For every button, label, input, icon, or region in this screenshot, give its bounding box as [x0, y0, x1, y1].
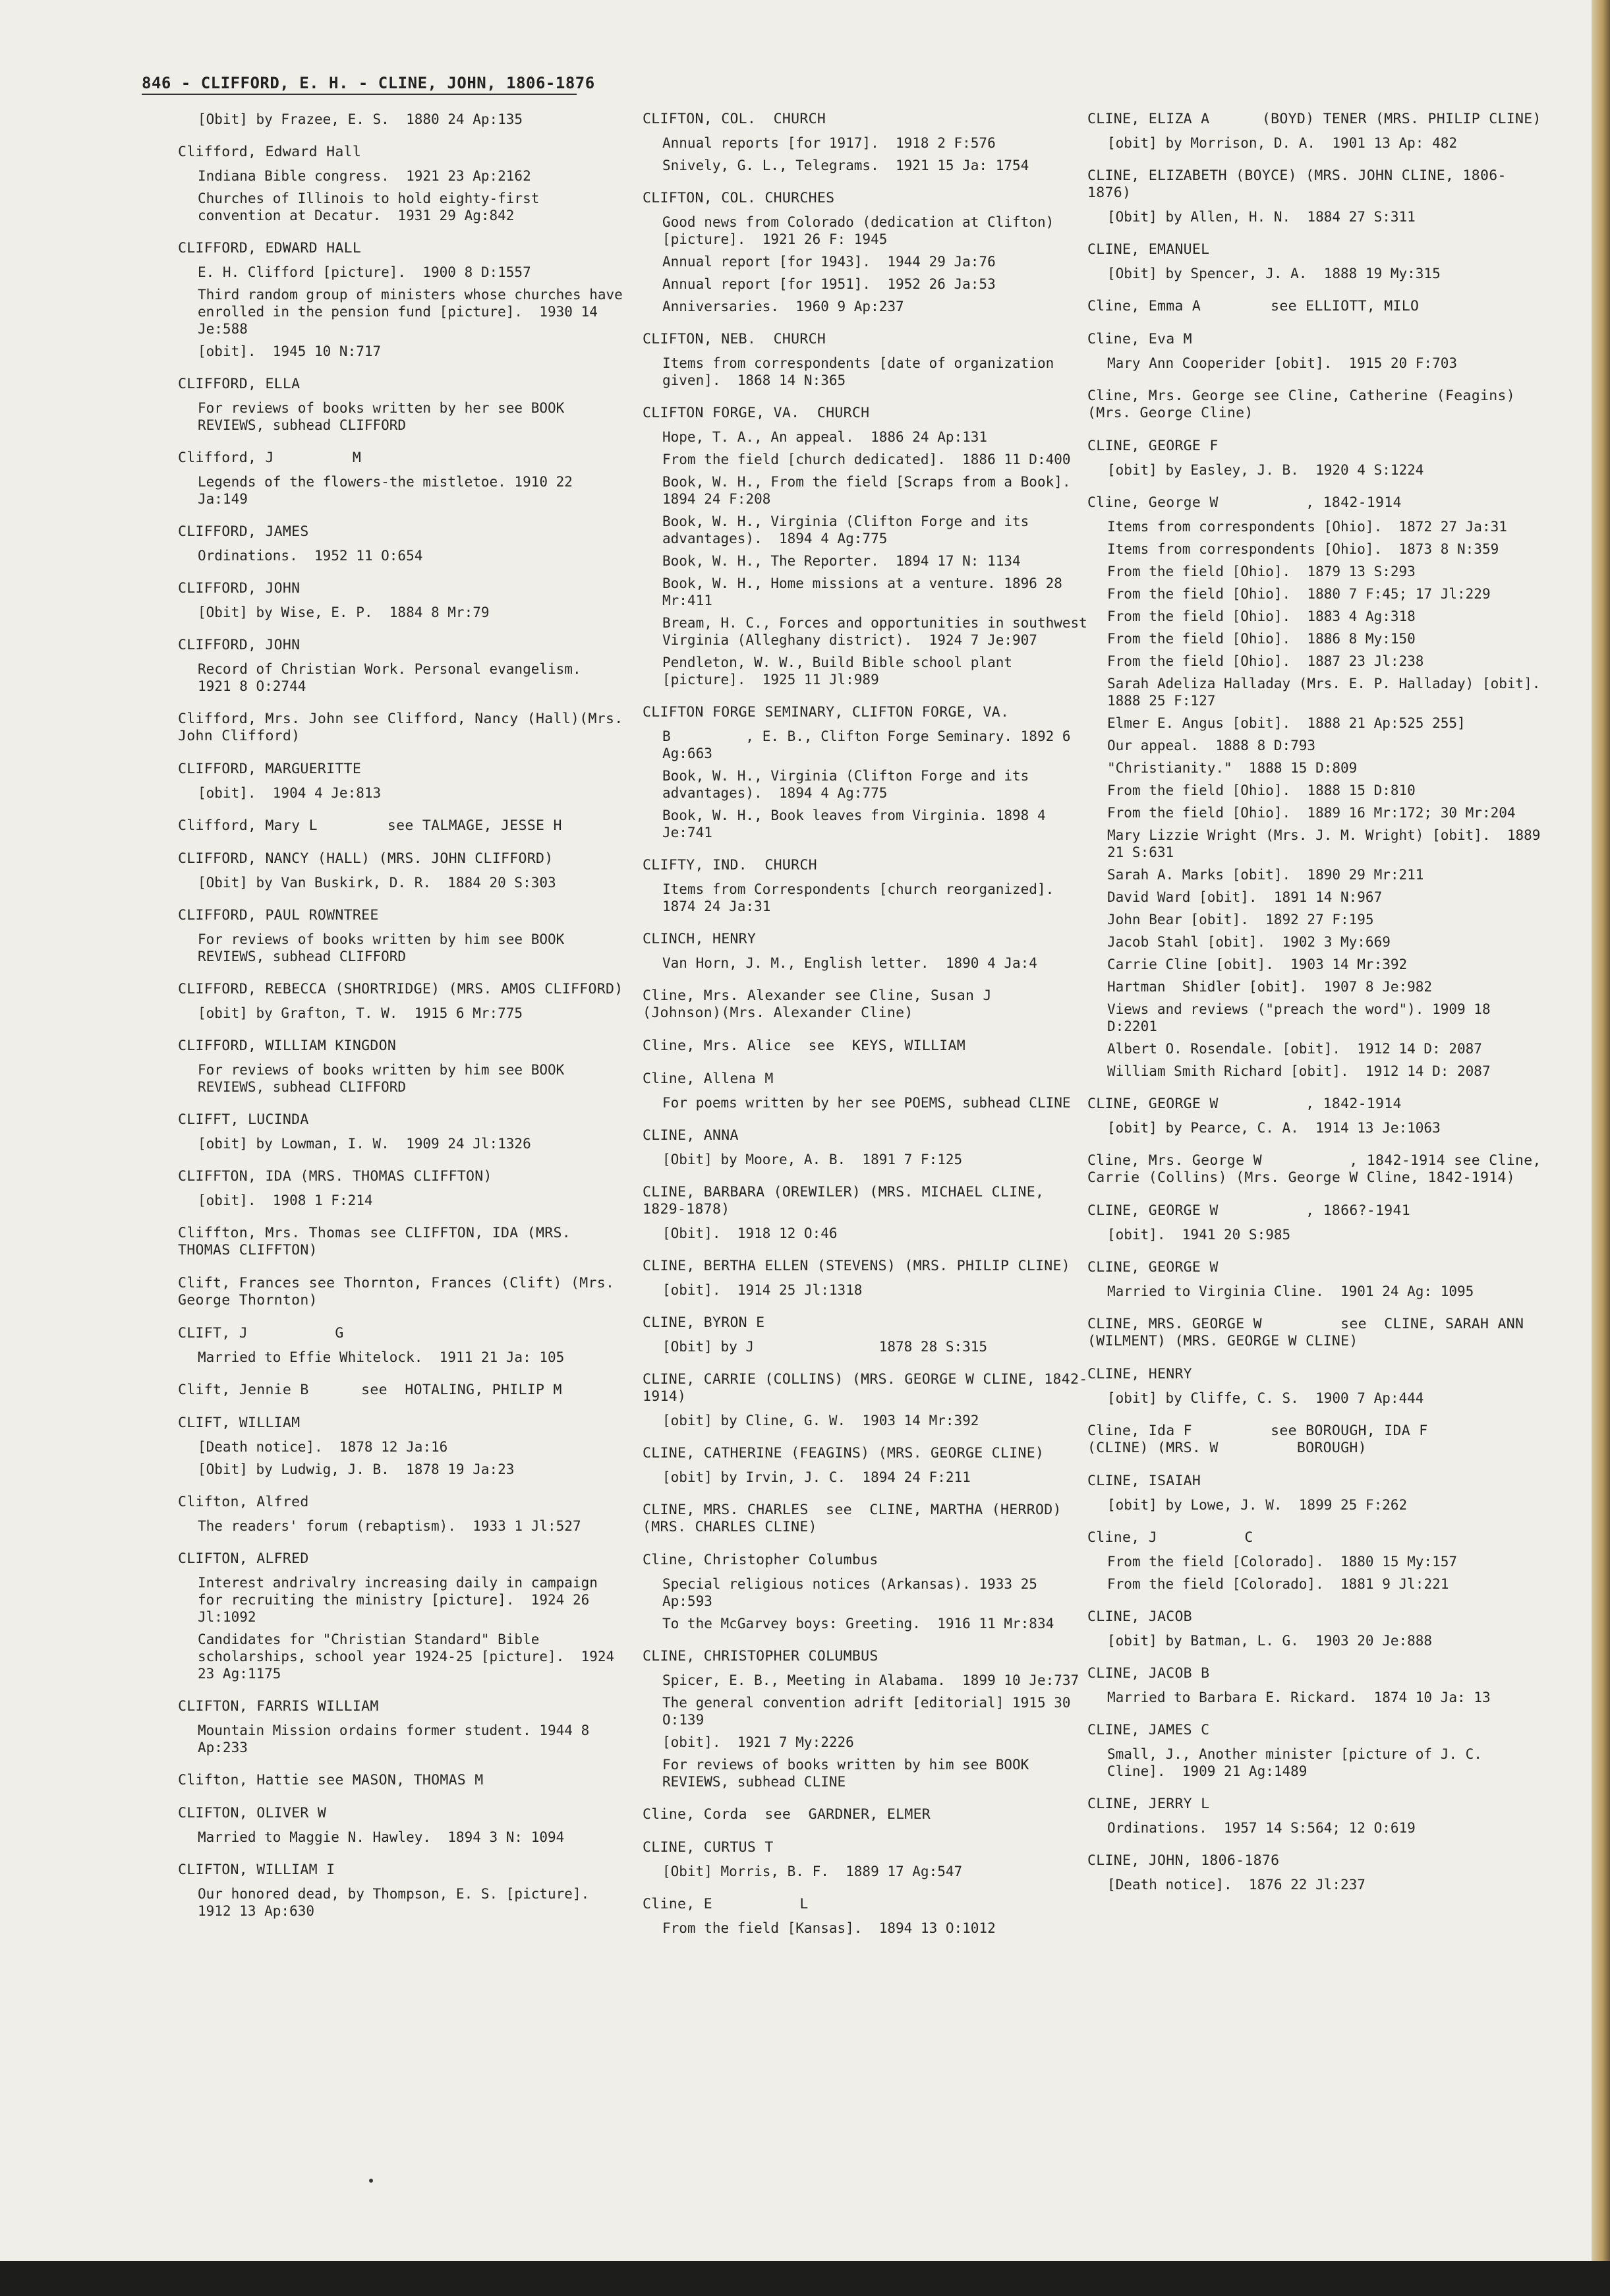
index-entry: [643, 1314, 1091, 1355]
entry-heading: CLIFFORD, JAMES: [178, 523, 309, 540]
index-entry: [178, 817, 626, 835]
index-entry: [178, 907, 626, 965]
index-entry: [178, 1325, 626, 1366]
entry-citation: [obit] by Lowe, J. W. 1899 25 F:262: [1107, 1497, 1408, 1513]
entry-heading: Clifton, Alfred: [178, 1494, 309, 1510]
entry-citation: Married to Virginia Cline. 1901 24 Ag: 1095: [1107, 1283, 1474, 1299]
entry-heading: Clifford, J M: [178, 450, 362, 466]
header-underline: [142, 94, 577, 95]
entry-heading: Clift, Frances see Thornton, Frances (Clift) (Mrs. George Thornton): [178, 1275, 623, 1309]
entry-heading: Cline, Mrs. Alexander see Cline, Susan J (Johnson)(Mrs. Alexander Cline): [643, 987, 1079, 1021]
entry-heading: CLIFTON, ALFRED: [178, 1550, 309, 1567]
index-entry: [643, 190, 1091, 315]
entry-heading: Cline, Eva M: [1087, 331, 1192, 347]
entry-citation: Hope, T. A., An appeal. 1886 24 Ap:131: [662, 429, 988, 445]
index-entry: [1087, 241, 1549, 282]
entry-citation: Our appeal. 1888 8 D:793: [1107, 738, 1316, 753]
entry-citation: For reviews of books written by her see BOOK REVIEWS, subhead CLIFFORD: [198, 400, 573, 433]
index-entry: [1087, 1665, 1549, 1706]
index-entry: [178, 1038, 626, 1096]
index-entry: [1087, 1529, 1549, 1593]
index-entry: [1087, 1722, 1549, 1780]
entry-heading: CLINE, EMANUEL: [1087, 241, 1210, 258]
index-entry: [643, 987, 1091, 1022]
entry-citation: [Obit] by Allen, H. N. 1884 27 S:311: [1107, 209, 1416, 225]
entry-citation: From the field [Kansas]. 1894 13 O:1012: [662, 1920, 996, 1936]
entry-citation: Pendleton, W. W., Build Bible school plant [picture]. 1925 11 Jl:989: [662, 655, 1021, 688]
entry-citation: [Obit] Morris, B. F. 1889 17 Ag:547: [662, 1864, 963, 1879]
entry-citation: [obit]. 1904 4 Je:813: [198, 785, 382, 801]
index-entry: [178, 1111, 626, 1152]
entry-heading: CLINE, HENRY: [1087, 1366, 1192, 1382]
entry-heading: Cline, Mrs. George see Cline, Catherine (Feagins)(Mrs. George Cline): [1087, 388, 1515, 421]
index-entry: [643, 1552, 1091, 1632]
index-entry: [643, 1896, 1091, 1937]
entry-heading: CLIFTY, IND. CHURCH: [643, 857, 817, 873]
entry-citation: Book, W. H., Book leaves from Virginia. 1898 4 Je:741: [662, 808, 1054, 840]
index-entry: [643, 1445, 1091, 1486]
entry-citation: Albert O. Rosendale. [obit]. 1912 14 D: 2087: [1107, 1041, 1482, 1057]
entry-citation: Items from Correspondents [church reorganized]. 1874 24 Ja:31: [662, 881, 1071, 914]
entry-citation: [obit] by Irvin, J. C. 1894 24 F:211: [662, 1469, 971, 1485]
entry-citation: [obit] by Cline, G. W. 1903 14 Mr:392: [662, 1413, 979, 1428]
entry-citation: B , E. B., Clifton Forge Seminary. 1892 6 Ag:663: [662, 728, 1079, 761]
entry-heading: Cliffton, Mrs. Thomas see CLIFFTON, IDA (MRS. THOMAS CLIFFTON): [178, 1225, 580, 1258]
entry-citation: David Ward [obit]. 1891 14 N:967: [1107, 889, 1383, 905]
entry-heading: Clifford, Mary L see TALMAGE, JESSE H: [178, 817, 562, 834]
index-entry: [178, 376, 626, 434]
index-entry: [1087, 298, 1549, 315]
entry-citation: Indiana Bible congress. 1921 23 Ap:2162: [198, 168, 531, 184]
entry-citation: [obit] by Easley, J. B. 1920 4 S:1224: [1107, 462, 1424, 478]
entry-heading: Cline, Corda see GARDNER, ELMER: [643, 1806, 931, 1823]
index-entry: [178, 1494, 626, 1535]
scan-background: [0, 2261, 1610, 2296]
index-entry: [1087, 1366, 1549, 1407]
index-entry: [178, 1382, 626, 1399]
entry-heading: CLINE, BYRON E: [643, 1314, 765, 1331]
entry-heading: Cline, J C: [1087, 1529, 1253, 1546]
entry-heading: CLINE, ANNA: [643, 1127, 739, 1144]
entry-heading: CLINE, GEORGE W , 1866?-1941: [1087, 1202, 1411, 1219]
index-entry: [643, 704, 1091, 841]
entry-citation: William Smith Richard [obit]. 1912 14 D: 2087: [1107, 1063, 1491, 1079]
entry-citation: For reviews of books written by him see BOOK REVIEWS, subhead CLIFFORD: [198, 931, 573, 964]
entry-citation: Mary Lizzie Wright (Mrs. J. M. Wright) [obit]. 1889 21 S:631: [1107, 827, 1549, 860]
entry-citation: [obit] by Grafton, T. W. 1915 6 Mr:775: [198, 1005, 523, 1021]
entry-citation: Married to Maggie N. Hawley. 1894 3 N: 1094: [198, 1829, 565, 1845]
entry-citation: [obit]. 1921 7 My:2226: [662, 1734, 854, 1750]
index-entry: [643, 331, 1091, 389]
entry-heading: Cline, Mrs. Alice see KEYS, WILLIAM: [643, 1038, 966, 1054]
entry-citation: [obit] by Batman, L. G. 1903 20 Je:888: [1107, 1633, 1433, 1649]
index-column-1: [178, 111, 632, 1935]
index-entry: [643, 1127, 1091, 1168]
entry-citation: Anniversaries. 1960 9 Ap:237: [662, 299, 904, 314]
entry-citation: From the field [Ohio]. 1886 8 My:150: [1107, 631, 1416, 647]
entry-heading: Clifford, Mrs. John see Clifford, Nancy (Hall)(Mrs. John Clifford): [178, 711, 632, 744]
entry-heading: Cline, Ida F see BOROUGH, IDA F (CLINE) (MRS. W BOROUGH): [1087, 1423, 1515, 1456]
entry-heading: CLIFT, WILLIAM: [178, 1415, 301, 1431]
entry-citation: Jacob Stahl [obit]. 1902 3 My:669: [1107, 934, 1391, 950]
index-entry: [178, 981, 626, 1022]
index-entry: [1087, 1852, 1549, 1893]
entry-citation: Ordinations. 1952 11 O:654: [198, 548, 423, 564]
entry-citation: Ordinations. 1957 14 S:564; 12 O:619: [1107, 1820, 1416, 1836]
entry-citation: [obit] by Pearce, C. A. 1914 13 Je:1063: [1107, 1120, 1441, 1136]
entry-heading: CLIFT, J G: [178, 1325, 344, 1341]
entry-citation: [obit] by Lowman, I. W. 1909 24 Jl:1326: [198, 1136, 531, 1152]
index-entry: [1087, 1202, 1549, 1243]
index-entry: [1087, 111, 1549, 152]
index-entry: [643, 405, 1096, 688]
entry-heading: CLINE, ELIZABETH (BOYCE) (MRS. JOHN CLINE, 1806-1876): [1087, 167, 1507, 201]
index-entry: [178, 1698, 626, 1756]
entry-heading: CLIFTON, WILLIAM I: [178, 1862, 335, 1878]
entry-heading: CLINE, GEORGE F: [1087, 438, 1219, 454]
entry-heading: CLINE, MRS. GEORGE W see CLINE, SARAH ANN (WILMENT) (MRS. GEORGE W CLINE): [1087, 1316, 1533, 1349]
entry-heading: CLINE, MRS. CHARLES see CLINE, MARTHA (HERROD) (MRS. CHARLES CLINE): [643, 1502, 1070, 1535]
entry-citation: Interest andrivalry increasing daily in campaign for recruiting the ministry [picture]. 1924 26 Jl:1092: [198, 1575, 606, 1625]
index-entry: [643, 1038, 1091, 1055]
entry-heading: Cline, E L: [643, 1896, 809, 1912]
entry-heading: Cline, Mrs. George W , 1842-1914 see Cline, Carrie (Collins) (Mrs. George W Cline, 1842-1914): [1087, 1152, 1550, 1186]
index-entry: [1087, 438, 1549, 479]
entry-citation: Snively, G. L., Telegrams. 1921 15 Ja: 1754: [662, 158, 1029, 173]
page-header: 846 - CLIFFORD, E. H. - CLINE, JOHN, 1806-1876: [142, 74, 595, 92]
index-entry: [643, 1371, 1091, 1429]
index-entry: [178, 450, 626, 508]
entry-citation: Items from correspondents [Ohio]. 1873 8 N:359: [1107, 541, 1499, 557]
entry-heading: CLIFFORD, WILLIAM KINGDON: [178, 1038, 397, 1054]
entry-citation: Special religious notices (Arkansas). 1933 25 Ap:593: [662, 1576, 1046, 1609]
entry-heading: Cline, Allena M: [643, 1071, 774, 1087]
entry-citation: Hartman Shidler [obit]. 1907 8 Je:982: [1107, 979, 1433, 995]
page-edge: [1592, 0, 1610, 2296]
entry-heading: Cline, Emma A see ELLIOTT, MILO: [1087, 298, 1420, 314]
index-entry: [1087, 388, 1549, 422]
entry-citation: From the field [Ohio]. 1887 23 Jl:238: [1107, 653, 1424, 669]
entry-citation: [Obit] by Frazee, E. S. 1880 24 Ap:135: [198, 111, 523, 127]
entry-heading: CLINE, BARBARA (OREWILER) (MRS. MICHAEL CLINE, 1829-1878): [643, 1184, 1053, 1218]
entry-citation: Book, W. H., Home missions at a venture. 1896 28 Mr:411: [662, 575, 1071, 608]
entry-heading: CLIFFORD, REBECCA (SHORTRIDGE) (MRS. AMOS CLIFFORD): [178, 981, 623, 997]
entry-citation: Bream, H. C., Forces and opportunities in southwest Virginia (Alleghany district). 1924 7 Je:907: [662, 615, 1096, 648]
entry-citation: [obit]. 1908 1 F:214: [198, 1192, 373, 1208]
entry-citation: [obit] by Cliffe, C. S. 1900 7 Ap:444: [1107, 1390, 1424, 1406]
entry-heading: Clifton, Hattie see MASON, THOMAS M: [178, 1772, 484, 1788]
entry-citation: From the field [Colorado]. 1881 9 Jl:221: [1107, 1576, 1449, 1592]
index-entry: [178, 1275, 626, 1309]
entry-citation: Sarah A. Marks [obit]. 1890 29 Mr:211: [1107, 867, 1424, 883]
entry-citation: John Bear [obit]. 1892 27 F:195: [1107, 912, 1374, 927]
entry-citation: Book, W. H., Virginia (Clifton Forge and its advantages). 1894 4 Ag:775: [662, 768, 1037, 801]
entry-citation: Small, J., Another minister [picture of J. C. Cline]. 1909 21 Ag:1489: [1107, 1746, 1491, 1779]
entry-citation: Married to Effie Whitelock. 1911 21 Ja: 105: [198, 1349, 565, 1365]
entry-citation: From the field [Colorado]. 1880 15 My:157: [1107, 1554, 1458, 1570]
entry-citation: Carrie Cline [obit]. 1903 14 Mr:392: [1107, 957, 1408, 972]
entry-heading: CLIFFORD, JOHN: [178, 637, 301, 653]
entry-citation: [Obit] by Ludwig, J. B. 1878 19 Ja:23: [198, 1461, 515, 1477]
entry-citation: [obit]. 1941 20 S:985: [1107, 1227, 1291, 1243]
index-entry: [178, 111, 626, 128]
entry-heading: CLINE, JERRY L: [1087, 1796, 1210, 1812]
entry-citation: Book, W. H., From the field [Scraps from a Book]. 1894 24 F:208: [662, 474, 1087, 507]
index-entry: [178, 1168, 626, 1209]
entry-citation: [Obit] by Van Buskirk, D. R. 1884 20 S:303: [198, 875, 556, 891]
entry-heading: CLINE, ISAIAH: [1087, 1473, 1201, 1489]
index-entry: [178, 1805, 626, 1846]
entry-heading: CLIFTON, OLIVER W: [178, 1805, 327, 1821]
index-column-2: [643, 111, 1096, 1953]
entry-citation: Sarah Adeliza Halladay (Mrs. E. P. Halladay) [obit]. 1888 25 F:127: [1107, 676, 1557, 709]
index-entry: [643, 1648, 1091, 1790]
entry-heading: CLINE, JACOB: [1087, 1608, 1192, 1625]
entry-citation: From the field [Ohio]. 1880 7 F:45; 17 Jl:229: [1107, 586, 1491, 602]
entry-heading: CLIFFORD, EDWARD HALL: [178, 240, 362, 256]
index-entry: [643, 1806, 1091, 1823]
entry-citation: "Christianity." 1888 15 D:809: [1107, 760, 1358, 776]
entry-citation: Married to Barbara E. Rickard. 1874 10 Ja: 13: [1107, 1690, 1491, 1705]
entry-citation: [Obit]. 1918 12 O:46: [662, 1225, 838, 1241]
index-entry: [1087, 1473, 1549, 1514]
entry-citation: For poems written by her see POEMS, subhead CLINE: [662, 1095, 1071, 1111]
entry-citation: For reviews of books written by him see BOOK REVIEWS, subhead CLINE: [662, 1757, 1037, 1790]
entry-citation: From the field [church dedicated]. 1886 11 D:400: [662, 452, 1071, 467]
entry-citation: From the field [Ohio]. 1888 15 D:810: [1107, 782, 1416, 798]
index-entry: [178, 144, 626, 224]
index-column-3: [1087, 111, 1557, 1909]
entry-heading: CLINE, CATHERINE (FEAGINS) (MRS. GEORGE CLINE): [643, 1445, 1045, 1461]
index-entry: [1087, 1152, 1549, 1187]
index-entry: [643, 1258, 1091, 1299]
entry-heading: CLIFFORD, PAUL ROWNTREE: [178, 907, 379, 924]
index-entry: [643, 1184, 1091, 1242]
index-entry: [178, 1772, 626, 1789]
entry-heading: CLINE, JACOB B: [1087, 1665, 1210, 1682]
entry-citation: From the field [Ohio]. 1889 16 Mr:172; 30 Mr:204: [1107, 805, 1516, 821]
index-entry: [1087, 1423, 1549, 1457]
index-entry: [178, 240, 631, 360]
entry-citation: Spicer, E. B., Meeting in Alabama. 1899 10 Je:737: [662, 1672, 1079, 1688]
entry-heading: CLINE, ELIZA A (BOYD) TENER (MRS. PHILIP CLINE): [1087, 111, 1541, 127]
index-entry: [178, 1225, 626, 1259]
entry-heading: CLINE, CARRIE (COLLINS) (MRS. GEORGE W CLINE, 1842-1914): [643, 1371, 1088, 1405]
entry-heading: CLIFFT, LUCINDA: [178, 1111, 309, 1128]
entry-heading: CLINE, BERTHA ELLEN (STEVENS) (MRS. PHILIP CLINE): [643, 1258, 1070, 1274]
entry-heading: CLIFFORD, ELLA: [178, 376, 301, 392]
index-entry: [1087, 167, 1549, 225]
entry-citation: Record of Christian Work. Personal evangelism. 1921 8 O:2744: [198, 661, 598, 694]
index-entry: [1087, 1796, 1549, 1837]
entry-citation: From the field [Ohio]. 1879 13 S:293: [1107, 564, 1416, 579]
entry-citation: The readers' forum (rebaptism). 1933 1 Jl:527: [198, 1518, 581, 1534]
index-entry: [1087, 494, 1557, 1080]
entry-heading: CLIFTON FORGE SEMINARY, CLIFTON FORGE, VA.: [643, 704, 1010, 721]
index-entry: [1087, 1316, 1549, 1350]
entry-heading: CLIFFORD, JOHN: [178, 580, 301, 597]
index-entry: [178, 637, 626, 695]
entry-citation: Items from correspondents [Ohio]. 1872 27 Ja:31: [1107, 519, 1507, 535]
ink-speck: [369, 2179, 373, 2183]
index-entry: [178, 1415, 626, 1478]
entry-citation: [obit]. 1945 10 N:717: [198, 343, 382, 359]
entry-heading: CLINE, CURTUS T: [643, 1839, 774, 1856]
entry-citation: Our honored dead, by Thompson, E. S. [picture]. 1912 13 Ap:630: [198, 1886, 606, 1919]
entry-citation: Van Horn, J. M., English letter. 1890 4 Ja:4: [662, 955, 1037, 971]
index-entry: [1087, 1259, 1549, 1300]
index-entry: [178, 1550, 626, 1682]
entry-citation: Elmer E. Angus [obit]. 1888 21 Ap:525 255]: [1107, 715, 1466, 731]
index-entry: [178, 1862, 626, 1920]
entry-heading: Clift, Jennie B see HOTALING, PHILIP M: [178, 1382, 562, 1398]
entry-citation: [Death notice]. 1876 22 Jl:237: [1107, 1877, 1366, 1893]
index-entry: [643, 1502, 1091, 1536]
entry-citation: Good news from Colorado (dedication at Clifton) [picture]. 1921 26 F: 1945: [662, 214, 1062, 247]
entry-citation: [obit]. 1914 25 Jl:1318: [662, 1282, 863, 1298]
index-entry: [643, 857, 1091, 915]
index-entry: [643, 111, 1091, 174]
entry-citation: Book, W. H., Virginia (Clifton Forge and its advantages). 1894 4 Ag:775: [662, 514, 1037, 546]
entry-heading: CLIFTON, COL. CHURCHES: [643, 190, 835, 206]
entry-citation: Book, W. H., The Reporter. 1894 17 N: 1134: [662, 553, 1021, 569]
entry-citation: Legends of the flowers-the mistletoe. 1910 22 Ja:149: [198, 474, 581, 507]
index-entry: [1087, 1608, 1549, 1649]
entry-citation: Mountain Mission ordains former student. 1944 8 Ap:233: [198, 1722, 598, 1755]
index-entry: [643, 1839, 1091, 1880]
entry-citation: Third random group of ministers whose churches have enrolled in the pension fund [picture]. 1930 14 Je:588: [198, 287, 631, 337]
entry-heading: CLIFTON, COL. CHURCH: [643, 111, 826, 127]
entry-citation: Churches of Illinois to hold eighty-first convention at Decatur. 1931 29 Ag:842: [198, 191, 548, 223]
entry-heading: Cline, George W , 1842-1914: [1087, 494, 1402, 511]
index-entry: [178, 850, 626, 891]
entry-heading: Clifford, Edward Hall: [178, 144, 362, 160]
entry-citation: For reviews of books written by him see BOOK REVIEWS, subhead CLIFFORD: [198, 1062, 573, 1095]
entry-citation: Annual report [for 1943]. 1944 29 Ja:76: [662, 254, 996, 270]
entry-citation: To the McGarvey boys: Greeting. 1916 11 Mr:834: [662, 1616, 1054, 1632]
index-entry: [178, 711, 632, 745]
entry-citation: Candidates for "Christian Standard" Bible scholarships, school year 1924-25 [picture]. 1924 23 Ag:1175: [198, 1632, 623, 1682]
entry-heading: CLINE, JOHN, 1806-1876: [1087, 1852, 1280, 1869]
entry-heading: CLIFFTON, IDA (MRS. THOMAS CLIFFTON): [178, 1168, 492, 1185]
entry-citation: The general convention adrift [editorial] 1915 30 O:139: [662, 1695, 1079, 1728]
index-entry: [178, 761, 626, 802]
entry-citation: [Obit] by J 1878 28 S:315: [662, 1339, 988, 1355]
entry-citation: E. H. Clifford [picture]. 1900 8 D:1557: [198, 264, 531, 280]
entry-heading: CLIFTON, FARRIS WILLIAM: [178, 1698, 379, 1715]
index-entry: [178, 580, 626, 621]
index-entry: [643, 1071, 1091, 1111]
entry-citation: [Obit] by Spencer, J. A. 1888 19 My:315: [1107, 266, 1441, 281]
index-entry: [1087, 1096, 1549, 1136]
entry-heading: CLINE, CHRISTOPHER COLUMBUS: [643, 1648, 878, 1664]
entry-citation: Items from correspondents [date of organization given]. 1868 14 N:365: [662, 355, 1062, 388]
entry-heading: CLINCH, HENRY: [643, 931, 757, 947]
entry-citation: From the field [Ohio]. 1883 4 Ag:318: [1107, 608, 1416, 624]
entry-citation: Mary Ann Cooperider [obit]. 1915 20 F:703: [1107, 355, 1458, 371]
entry-heading: CLIFFORD, MARGUERITTE: [178, 761, 362, 777]
entry-heading: Cline, Christopher Columbus: [643, 1552, 878, 1568]
entry-heading: CLINE, JAMES C: [1087, 1722, 1210, 1738]
index-entry: [178, 523, 626, 564]
entry-heading: CLINE, GEORGE W: [1087, 1259, 1219, 1276]
entry-heading: CLIFFORD, NANCY (HALL) (MRS. JOHN CLIFFORD): [178, 850, 554, 867]
entry-heading: CLINE, GEORGE W , 1842-1914: [1087, 1096, 1402, 1112]
entry-heading: CLIFTON, NEB. CHURCH: [643, 331, 826, 347]
index-entry: [643, 931, 1091, 972]
entry-heading: CLIFTON FORGE, VA. CHURCH: [643, 405, 870, 421]
entry-citation: [obit] by Morrison, D. A. 1901 13 Ap: 482: [1107, 135, 1458, 151]
entry-citation: [Obit] by Wise, E. P. 1884 8 Mr:79: [198, 604, 490, 620]
entry-citation: [Obit] by Moore, A. B. 1891 7 F:125: [662, 1152, 963, 1167]
entry-citation: [Death notice]. 1878 12 Ja:16: [198, 1439, 448, 1455]
entry-citation: Views and reviews ("preach the word"). 1909 18 D:2201: [1107, 1001, 1499, 1034]
entry-citation: Annual report [for 1951]. 1952 26 Ja:53: [662, 276, 996, 292]
entry-citation: Annual reports [for 1917]. 1918 2 F:576: [662, 135, 996, 151]
index-entry: [1087, 331, 1549, 372]
